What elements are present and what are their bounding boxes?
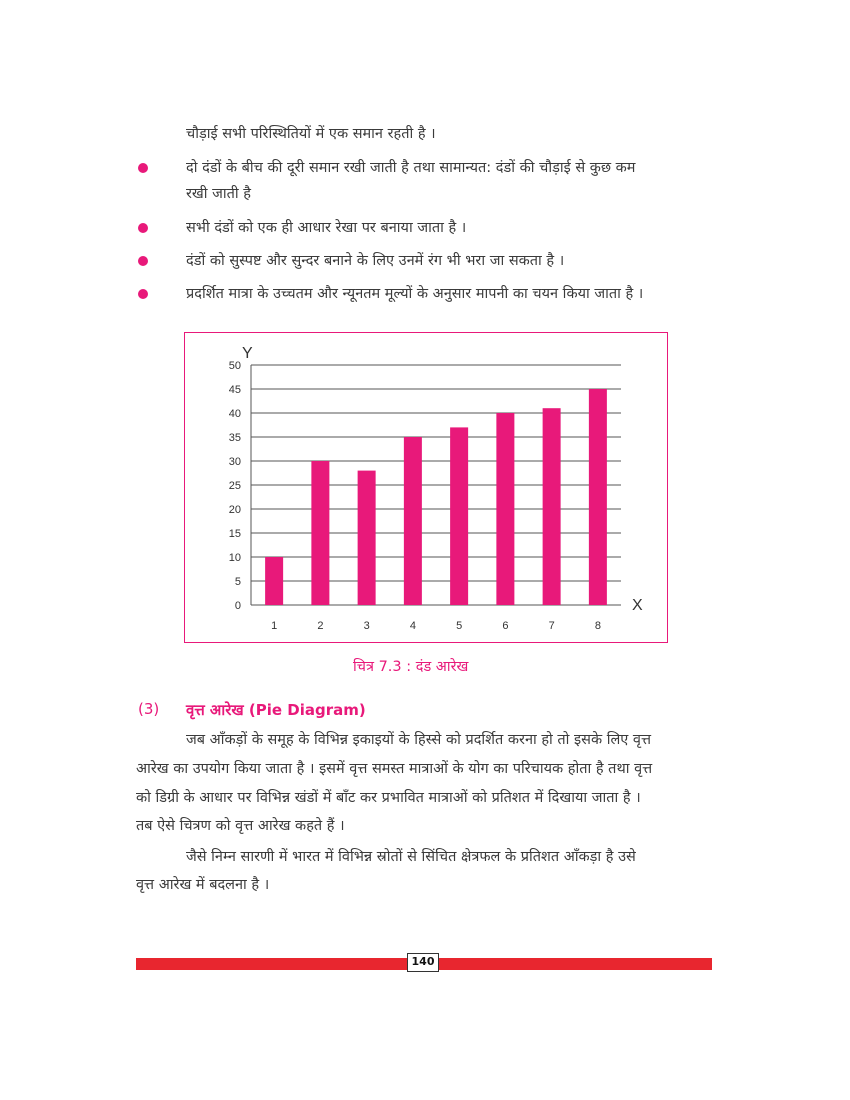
x-tick-label: 6 bbox=[502, 620, 509, 632]
bullet-text-2: सभी दंडों को एक ही आधार रेखा पर बनाया जाता है । bbox=[186, 220, 467, 236]
bullet-text-4: प्रदर्शित मात्रा के उच्चतम और न्यूनतम मूल्यों के अनुसार मापनी का चयन किया जाता है । bbox=[186, 286, 644, 302]
bar-chart bbox=[184, 332, 668, 643]
bullet-icon bbox=[138, 256, 148, 266]
figure-caption: चित्र 7.3 : दंड आरेख bbox=[353, 659, 469, 675]
y-tick-label: 5 bbox=[234, 576, 241, 588]
bar bbox=[265, 557, 283, 605]
x-tick-label: 2 bbox=[317, 620, 324, 632]
y-tick-label: 30 bbox=[228, 456, 241, 468]
y-tick-label: 50 bbox=[228, 360, 241, 372]
bar bbox=[589, 389, 607, 605]
bar bbox=[404, 437, 422, 605]
y-tick-label: 35 bbox=[228, 432, 241, 444]
y-tick-label: 20 bbox=[228, 504, 241, 516]
bar bbox=[311, 461, 329, 605]
bullet-text-1-cont: रखी जाती है bbox=[186, 186, 251, 202]
x-tick-label: 7 bbox=[548, 620, 555, 632]
y-tick-label: 25 bbox=[228, 480, 241, 492]
para1-line-2: आरेख का उपयोग किया जाता है । इसमें वृत्त समस्त मात्राओं के योग का परिचायक होता है तथा वृत्त bbox=[136, 761, 653, 777]
para2-line-2: वृत्त आरेख में बदलना है । bbox=[136, 877, 270, 893]
bar-chart-svg bbox=[185, 333, 669, 644]
bar bbox=[543, 408, 561, 605]
bar bbox=[450, 427, 468, 605]
section-number: (3) bbox=[138, 700, 160, 718]
page-number: 140 bbox=[407, 953, 439, 972]
x-tick-label: 1 bbox=[271, 620, 278, 632]
bar bbox=[358, 471, 376, 605]
para2-line-1: जैसे निम्न सारणी में भारत में विभिन्न स्रोतों से सिंचित क्षेत्रफल के प्रतिशत आँकड़ा है उसे bbox=[186, 849, 636, 865]
y-tick-label: 15 bbox=[228, 528, 241, 540]
para1-line-4: तब ऐसे चित्रण को वृत्त आरेख कहते हैं । bbox=[136, 818, 345, 834]
bullet-icon bbox=[138, 163, 148, 173]
bullet-icon bbox=[138, 289, 148, 299]
x-tick-label: 4 bbox=[409, 620, 416, 632]
para1-line-3: को डिग्री के आधार पर विभिन्न खंडों में बाँट कर प्रभावित मात्राओं को प्रतिशत में दिखाया जाता है । bbox=[136, 790, 641, 806]
section-title: वृत्त आरेख (Pie Diagram) bbox=[186, 701, 366, 719]
bullet-icon bbox=[138, 223, 148, 233]
y-tick-label: 45 bbox=[228, 384, 241, 396]
x-tick-label: 3 bbox=[363, 620, 370, 632]
bullet-text-1: दो दंडों के बीच की दूरी समान रखी जाती है तथा सामान्यत: दंडों की चौड़ाई से कुछ कम bbox=[186, 160, 636, 176]
text-line-1: चौड़ाई सभी परिस्थितियों में एक समान रहती है । bbox=[186, 126, 436, 142]
y-tick-label: 0 bbox=[234, 600, 241, 612]
x-axis-label: X bbox=[632, 597, 643, 614]
bar bbox=[496, 413, 514, 605]
bullet-text-3: दंडों को सुस्पष्ट और सुन्दर बनाने के लिए उनमें रंग भी भरा जा सकता है । bbox=[186, 253, 565, 269]
x-tick-label: 5 bbox=[456, 620, 463, 632]
x-tick-label: 8 bbox=[594, 620, 601, 632]
y-axis-label: Y bbox=[242, 345, 253, 362]
para1-line-1: जब आँकड़ों के समूह के विभिन्न इकाइयों के हिस्से को प्रदर्शित करना हो तो इसके लिए वृत्त bbox=[186, 732, 652, 748]
y-tick-label: 40 bbox=[228, 408, 241, 420]
y-tick-label: 10 bbox=[228, 552, 241, 564]
